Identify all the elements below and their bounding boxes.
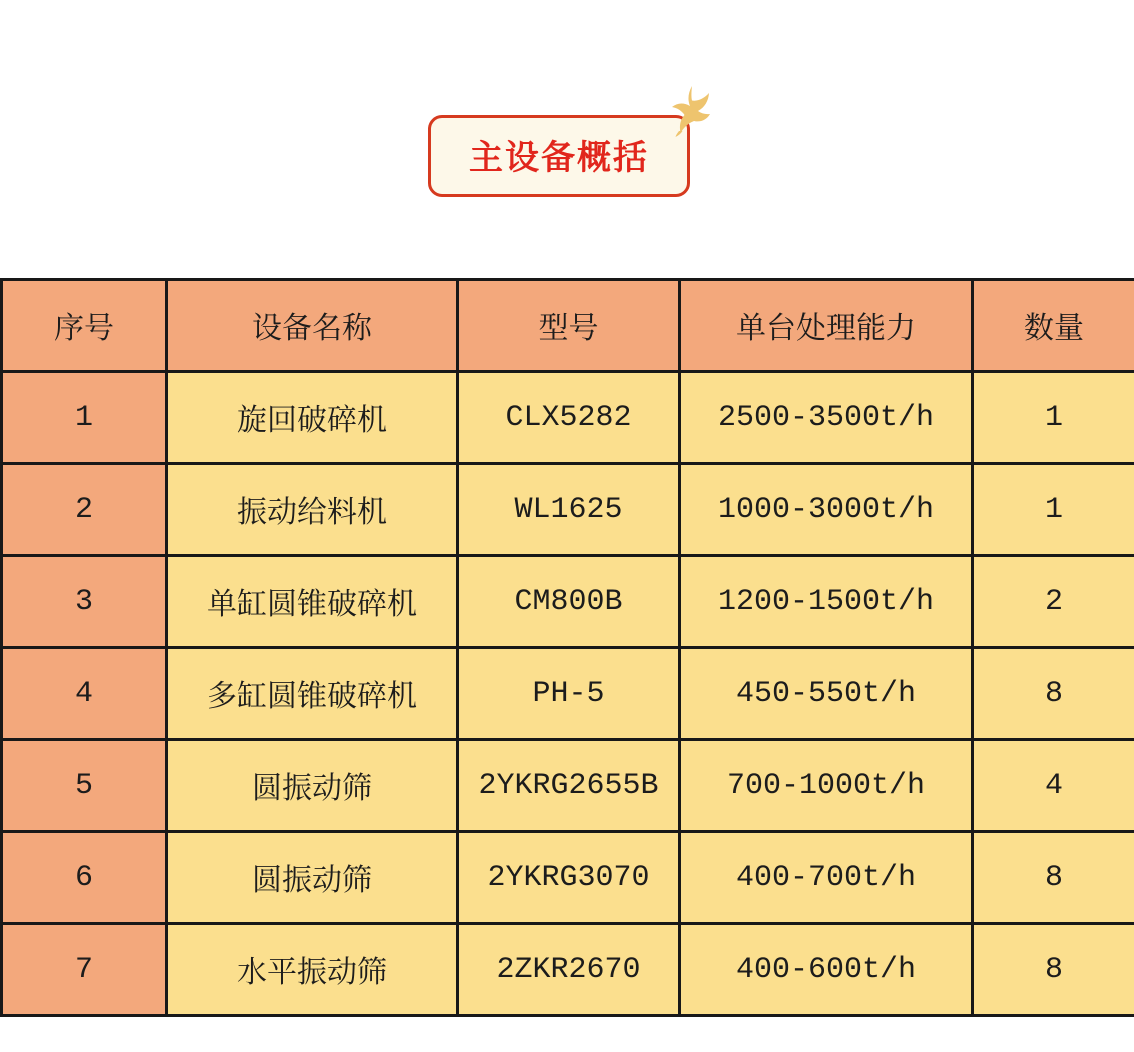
- cell-quantity: 4: [973, 740, 1134, 832]
- cell-name: 单缸圆锥破碎机: [167, 556, 458, 648]
- cell-model: PH-5: [458, 648, 680, 740]
- header-quantity: 数量: [973, 280, 1134, 372]
- table-row: [2, 832, 1134, 924]
- table-row: [2, 556, 1134, 648]
- table-row: [2, 464, 1134, 556]
- equipment-table: [0, 278, 1134, 1017]
- cell-model: CLX5282: [458, 372, 680, 464]
- cell-name: 水平振动筛: [167, 924, 458, 1016]
- title-badge-box: [428, 115, 690, 197]
- title-badge: [428, 115, 690, 197]
- cell-capacity: 400-700t/h: [680, 832, 973, 924]
- cell-index: 1: [2, 372, 167, 464]
- cell-model: CM800B: [458, 556, 680, 648]
- cell-name: 振动给料机: [167, 464, 458, 556]
- header-index: 序号: [2, 280, 167, 372]
- table-header-row: [2, 280, 1134, 372]
- cell-name: 圆振动筛: [167, 832, 458, 924]
- cell-name: 多缸圆锥破碎机: [167, 648, 458, 740]
- table-row: [2, 924, 1134, 1016]
- cell-quantity: 8: [973, 832, 1134, 924]
- cell-quantity: 1: [973, 464, 1134, 556]
- cell-capacity: 450-550t/h: [680, 648, 973, 740]
- cell-name: 圆振动筛: [167, 740, 458, 832]
- cell-quantity: 8: [973, 924, 1134, 1016]
- cell-quantity: 2: [973, 556, 1134, 648]
- cell-capacity: 2500-3500t/h: [680, 372, 973, 464]
- table-row: [2, 372, 1134, 464]
- cell-quantity: 8: [973, 648, 1134, 740]
- cell-index: 7: [2, 924, 167, 1016]
- header-capacity: 单台处理能力: [680, 280, 973, 372]
- cell-index: 3: [2, 556, 167, 648]
- cell-capacity: 1000-3000t/h: [680, 464, 973, 556]
- cell-capacity: 1200-1500t/h: [680, 556, 973, 648]
- cell-index: 5: [2, 740, 167, 832]
- cell-index: 6: [2, 832, 167, 924]
- cell-index: 4: [2, 648, 167, 740]
- header-model: 型号: [458, 280, 680, 372]
- cell-capacity: 700-1000t/h: [680, 740, 973, 832]
- cell-model: 2YKRG2655B: [458, 740, 680, 832]
- cell-name: 旋回破碎机: [167, 372, 458, 464]
- header-name: 设备名称: [167, 280, 458, 372]
- table-row: [2, 740, 1134, 832]
- table-row: [2, 648, 1134, 740]
- page-title: 主设备概括: [469, 139, 649, 177]
- dove-icon: [662, 85, 712, 137]
- cell-index: 2: [2, 464, 167, 556]
- cell-model: WL1625: [458, 464, 680, 556]
- cell-model: 2ZKR2670: [458, 924, 680, 1016]
- cell-capacity: 400-600t/h: [680, 924, 973, 1016]
- cell-quantity: 1: [973, 372, 1134, 464]
- cell-model: 2YKRG3070: [458, 832, 680, 924]
